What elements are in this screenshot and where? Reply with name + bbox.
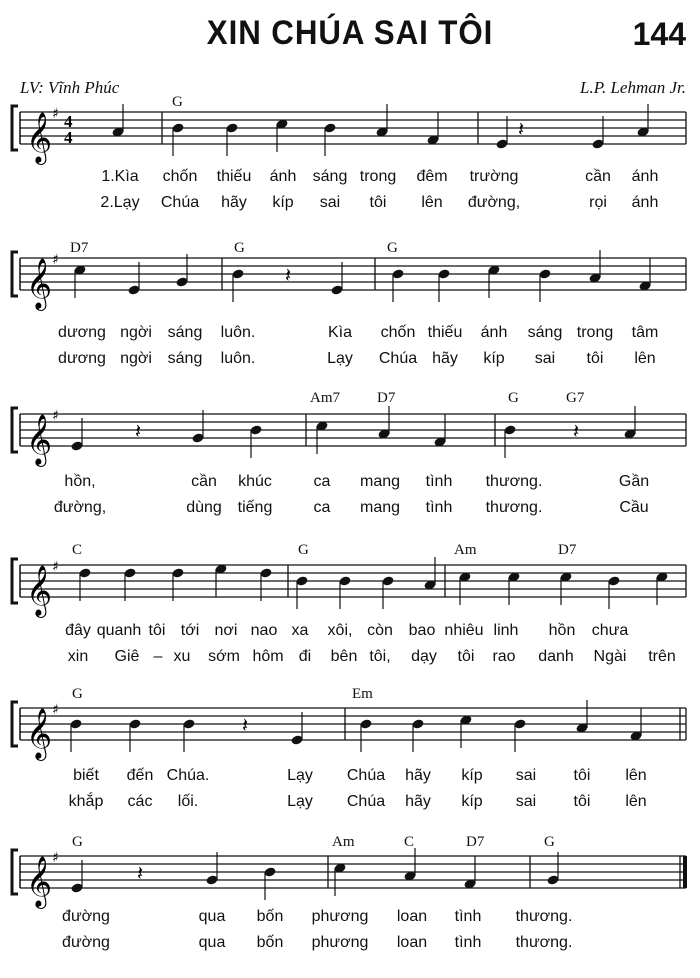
lyric-verse2-syllable: rao <box>492 648 516 665</box>
lyric-verse2-syllable: tình <box>425 499 453 516</box>
lyric-verse2-syllable: hôm <box>252 648 284 665</box>
lyric-verse1-syllable: sáng <box>527 324 563 341</box>
time-signature-top: 4 <box>64 112 73 131</box>
note-head <box>171 122 184 133</box>
lyric-verse1-syllable: luôn. <box>220 324 256 341</box>
note-head <box>205 874 218 885</box>
chord-symbol: G <box>72 686 83 702</box>
lyric-verse1-syllable: bốn <box>256 908 284 925</box>
treble-clef-icon: 𝄞 <box>26 414 53 465</box>
lyric-verse1-syllable: ánh <box>631 168 659 185</box>
lyric-verse2-syllable: sai <box>319 194 341 211</box>
lyric-verse2-syllable: qua <box>198 934 226 951</box>
lyric-verse1-syllable: hồn <box>548 622 576 639</box>
chord-symbol: D7 <box>558 542 577 558</box>
lyric-verse1-syllable: phương <box>311 908 369 925</box>
lyric-verse1-syllable: trong <box>359 168 397 185</box>
lyric-verse1-syllable: tôi <box>573 767 591 784</box>
note-head <box>623 428 636 439</box>
lyric-verse2-syllable: dạy <box>411 648 437 665</box>
lyric-verse1-syllable: còn <box>367 622 393 639</box>
note-head <box>127 284 140 295</box>
chord-symbol: G <box>387 240 398 256</box>
lyric-verse1-syllable: tôi <box>148 622 166 639</box>
note-head <box>403 870 416 881</box>
lyric-verse2-syllable: Chúa <box>378 350 418 367</box>
lyric-verse1-syllable: loan <box>396 908 428 925</box>
lyric-verse1-syllable: thiếu <box>216 168 252 185</box>
lyric-verse1-syllable: đây <box>65 622 91 639</box>
note-head <box>128 718 141 729</box>
lyric-verse2-syllable: hãy <box>432 350 458 367</box>
chord-symbol: C <box>72 542 83 558</box>
note-head <box>575 722 588 733</box>
lyric-verse2-syllable: Cầu <box>619 499 649 516</box>
lyric-verse1-syllable: chốn <box>162 168 198 185</box>
system-bracket <box>12 559 18 603</box>
system-bracket <box>12 106 18 150</box>
song-title: XIN CHÚA SAI TÔI <box>206 14 494 52</box>
note-head <box>591 138 604 149</box>
note-head <box>333 862 346 873</box>
chord-symbol: Am <box>454 542 477 558</box>
note-head <box>225 122 238 133</box>
chord-symbol: G <box>234 240 245 256</box>
lyric-verse1-syllable: ánh <box>269 168 297 185</box>
lyric-verse2-syllable: tôi, <box>369 648 391 665</box>
lyric-verse2-syllable: phương <box>311 934 369 951</box>
note-head <box>629 730 642 741</box>
lyric-verse2-syllable: sáng <box>167 350 203 367</box>
lyric-verse2-syllable: lên <box>625 793 647 810</box>
lyric-verse2-syllable: đường <box>62 934 110 951</box>
lyric-verse1-syllable: linh <box>493 622 519 639</box>
note-head <box>295 575 308 586</box>
lyric-verse1-syllable: Lạy <box>287 767 313 784</box>
note-head <box>175 276 188 287</box>
note-head <box>655 571 668 582</box>
lyric-verse1-syllable: lên <box>625 767 647 784</box>
lyric-verse1-syllable: tâm <box>631 324 659 341</box>
note-head <box>588 272 601 283</box>
lyric-verse2-syllable: Giê <box>114 648 140 665</box>
lyric-verse1-syllable: trường <box>469 168 519 185</box>
hymn-number: 144 <box>632 16 686 52</box>
lyric-verse1-syllable: bao <box>408 622 436 639</box>
note-head <box>359 718 372 729</box>
system-bracket <box>12 702 18 746</box>
treble-clef-icon: 𝄞 <box>26 708 53 759</box>
lyric-verse1-syllable: nhiêu <box>444 622 484 639</box>
note-head <box>513 718 526 729</box>
lyric-verse1-syllable: hồn, <box>64 473 96 490</box>
note-head <box>638 280 651 291</box>
system-bracket <box>12 850 18 894</box>
note-head <box>249 424 262 435</box>
chord-symbol: G <box>508 390 519 406</box>
note-head <box>375 126 388 137</box>
key-signature-sharp: ♯ <box>52 106 59 122</box>
lyric-verse2-syllable: loan <box>396 934 428 951</box>
lyric-verse1-syllable: đến <box>126 767 154 784</box>
note-head <box>191 432 204 443</box>
note-head <box>263 866 276 877</box>
note-head <box>391 268 404 279</box>
chord-symbol: D7 <box>466 834 485 850</box>
lyric-verse2-syllable: ánh <box>631 194 659 211</box>
lyric-verse2-syllable: khắp <box>68 793 104 810</box>
lyric-verse2-syllable: tôi <box>573 793 591 810</box>
lyric-verse2-syllable: sớm <box>208 648 240 665</box>
treble-clef-icon: 𝄞 <box>26 856 53 907</box>
lyric-verse2-syllable: – <box>153 648 163 665</box>
lyric-verse2-syllable: lối. <box>177 793 199 810</box>
treble-clef-icon: 𝄞 <box>26 258 53 309</box>
lyric-verse2-syllable: đi <box>298 648 312 665</box>
lyric-verse2-syllable: sai <box>534 350 556 367</box>
lyric-verse2-syllable: lên <box>634 350 656 367</box>
note-head <box>377 428 390 439</box>
lyric-verse1-syllable: nao <box>250 622 278 639</box>
chord-symbol: G <box>298 542 309 558</box>
lyric-verse1-syllable: sáng <box>312 168 348 185</box>
lyric-verse2-syllable: hãy <box>405 793 431 810</box>
note-head <box>487 264 500 275</box>
lyric-verse1-syllable: trong <box>576 324 614 341</box>
quarter-rest-icon: 𝄽 <box>137 861 144 885</box>
lyric-verse2-syllable: kíp <box>483 350 505 367</box>
lyric-verse1-syllable: tình <box>425 473 453 490</box>
lyric-verse1-syllable: Gần <box>618 473 650 490</box>
lyric-verse2-syllable: ca <box>313 499 331 516</box>
note-head <box>171 567 184 578</box>
lyric-verse2-syllable: Ngài <box>593 648 627 665</box>
lyric-verse1-syllable: sai <box>515 767 537 784</box>
lyric-verse2-syllable: dùng <box>186 499 222 516</box>
note-head <box>70 882 83 893</box>
quarter-rest-icon: 𝄽 <box>518 117 525 141</box>
lyric-verse2-syllable: lên <box>421 194 443 211</box>
note-head <box>495 138 508 149</box>
note-head <box>546 874 559 885</box>
lyric-verse1-syllable: qua <box>198 908 226 925</box>
key-signature-sharp: ♯ <box>52 702 59 718</box>
lyric-verse2-syllable: kíp <box>272 194 294 211</box>
lyric-verse1-syllable: đêm <box>416 168 448 185</box>
note-head <box>426 134 439 145</box>
lyric-verse2-syllable: thương. <box>515 934 573 951</box>
lyricist-credit: LV: Vĩnh Phúc <box>20 78 120 97</box>
lyric-verse1-syllable: biết <box>73 767 99 784</box>
note-head <box>214 563 227 574</box>
lyric-verse1-syllable: thương. <box>515 908 573 925</box>
note-head <box>111 126 124 137</box>
lyric-verse1-syllable: Kìa <box>327 324 353 341</box>
note-head <box>123 567 136 578</box>
note-head <box>607 575 620 586</box>
lyric-verse1-syllable: xa <box>291 622 309 639</box>
note-head <box>507 571 520 582</box>
system-bracket <box>12 252 18 296</box>
lyric-verse1-syllable: thiếu <box>427 324 463 341</box>
note-head <box>433 436 446 447</box>
treble-clef-icon: 𝄞 <box>26 112 53 163</box>
lyric-verse1-syllable: ca <box>313 473 331 490</box>
chord-symbol: G <box>544 834 555 850</box>
lyric-verse1-syllable: xôi, <box>327 622 353 639</box>
chord-symbol: G <box>72 834 83 850</box>
lyric-verse1-syllable: cần <box>585 168 611 185</box>
lyric-verse2-syllable: luôn. <box>220 350 256 367</box>
lyric-verse1-syllable: mang <box>359 473 401 490</box>
chord-symbol: C <box>404 834 415 850</box>
quarter-rest-icon: 𝄽 <box>135 419 142 443</box>
lyric-verse2-syllable: sai <box>515 793 537 810</box>
note-head <box>338 575 351 586</box>
key-signature-sharp: ♯ <box>52 559 59 575</box>
system-bracket <box>12 408 18 452</box>
chord-symbol: Am7 <box>310 390 340 406</box>
key-signature-sharp: ♯ <box>52 252 59 268</box>
key-signature-sharp: ♯ <box>52 850 59 866</box>
lyric-verse1-syllable: khúc <box>238 473 272 490</box>
lyric-verse2-syllable: xu <box>173 648 191 665</box>
lyric-verse2-syllable: hãy <box>221 194 247 211</box>
chord-symbol: G <box>172 94 183 110</box>
lyric-verse1-syllable: tình <box>454 908 482 925</box>
note-head <box>330 284 343 295</box>
lyric-verse2-syllable: thương. <box>485 499 543 516</box>
lyric-verse1-syllable: thương. <box>485 473 543 490</box>
lyric-verse2-syllable: các <box>127 793 153 810</box>
note-head <box>459 714 472 725</box>
lyric-verse2-syllable: tôi <box>586 350 604 367</box>
lyric-verse1-syllable: cần <box>191 473 217 490</box>
lyric-verse1-syllable: quanh <box>96 622 142 639</box>
lyric-verse1-syllable: sáng <box>167 324 203 341</box>
lyric-verse1-syllable: Chúa <box>346 767 386 784</box>
lyric-verse1-syllable: nơi <box>214 622 238 639</box>
lyric-verse1-syllable: ánh <box>480 324 508 341</box>
note-head <box>381 575 394 586</box>
lyric-verse2-syllable: Chúa <box>160 194 200 211</box>
lyric-verse2-syllable: danh <box>538 648 574 665</box>
quarter-rest-icon: 𝄽 <box>573 419 580 443</box>
lyric-verse2-syllable: bốn <box>256 934 284 951</box>
note-head <box>458 571 471 582</box>
quarter-rest-icon: 𝄽 <box>242 713 249 737</box>
lyric-verse2-syllable: tình <box>454 934 482 951</box>
lyric-verse1-syllable: Chúa. <box>166 767 210 784</box>
time-signature-bottom: 4 <box>64 128 73 147</box>
key-signature-sharp: ♯ <box>52 408 59 424</box>
lyric-verse2-syllable: dương <box>58 350 106 367</box>
note-head <box>290 734 303 745</box>
note-head <box>411 718 424 729</box>
lyric-verse2-syllable: tôi <box>369 194 387 211</box>
chord-symbol: Em <box>352 686 373 702</box>
lyric-verse1-syllable: kíp <box>461 767 483 784</box>
lyric-verse2-syllable: mang <box>359 499 401 516</box>
note-head <box>323 122 336 133</box>
lyric-verse2-syllable: kíp <box>461 793 483 810</box>
note-head <box>73 264 86 275</box>
lyric-verse2-syllable: đường, <box>467 194 521 211</box>
lyric-verse1-syllable: 1.Kìa <box>101 168 139 185</box>
chord-symbol: G7 <box>566 390 585 406</box>
lyric-verse2-syllable: xin <box>67 648 89 665</box>
lyric-verse2-syllable: Chúa <box>346 793 386 810</box>
note-head <box>315 420 328 431</box>
lyric-verse1-syllable: đường <box>62 908 110 925</box>
note-head <box>636 126 649 137</box>
lyric-verse2-syllable: bên <box>330 648 358 665</box>
note-head <box>69 718 82 729</box>
note-head <box>231 268 244 279</box>
chord-symbol: D7 <box>70 240 89 256</box>
lyric-verse1-syllable: hãy <box>405 767 431 784</box>
treble-clef-icon: 𝄞 <box>26 565 53 616</box>
lyric-verse2-syllable: trên <box>648 648 676 665</box>
note-head <box>503 424 516 435</box>
chord-symbol: D7 <box>377 390 396 406</box>
lyric-verse2-syllable: 2.Lạy <box>100 194 140 211</box>
note-head <box>182 718 195 729</box>
lyric-verse1-syllable: dương <box>58 324 106 341</box>
lyric-verse1-syllable: ngời <box>120 324 152 341</box>
note-head <box>259 567 272 578</box>
note-head <box>559 571 572 582</box>
composer-credit: L.P. Lehman Jr. <box>580 78 686 97</box>
quarter-rest-icon: 𝄽 <box>285 263 292 287</box>
lyric-verse1-syllable: tới <box>180 622 200 639</box>
lyric-verse2-syllable: Lạy <box>287 793 313 810</box>
note-head <box>78 567 91 578</box>
note-head <box>538 268 551 279</box>
chord-symbol: Am <box>332 834 355 850</box>
lyric-verse2-syllable: Lạy <box>327 350 353 367</box>
note-head <box>463 878 476 889</box>
lyric-verse2-syllable: tôi <box>457 648 475 665</box>
lyric-verse2-syllable: ngời <box>120 350 152 367</box>
note-head <box>423 579 436 590</box>
lyric-verse2-syllable: đường, <box>53 499 107 516</box>
note-head <box>70 440 83 451</box>
note-head <box>437 268 450 279</box>
lyric-verse1-syllable: chốn <box>380 324 416 341</box>
lyric-verse2-syllable: tiếng <box>237 499 273 516</box>
lyric-verse2-syllable: rọi <box>589 194 607 211</box>
lyric-verse1-syllable: chưa <box>591 622 629 639</box>
note-head <box>275 118 288 129</box>
